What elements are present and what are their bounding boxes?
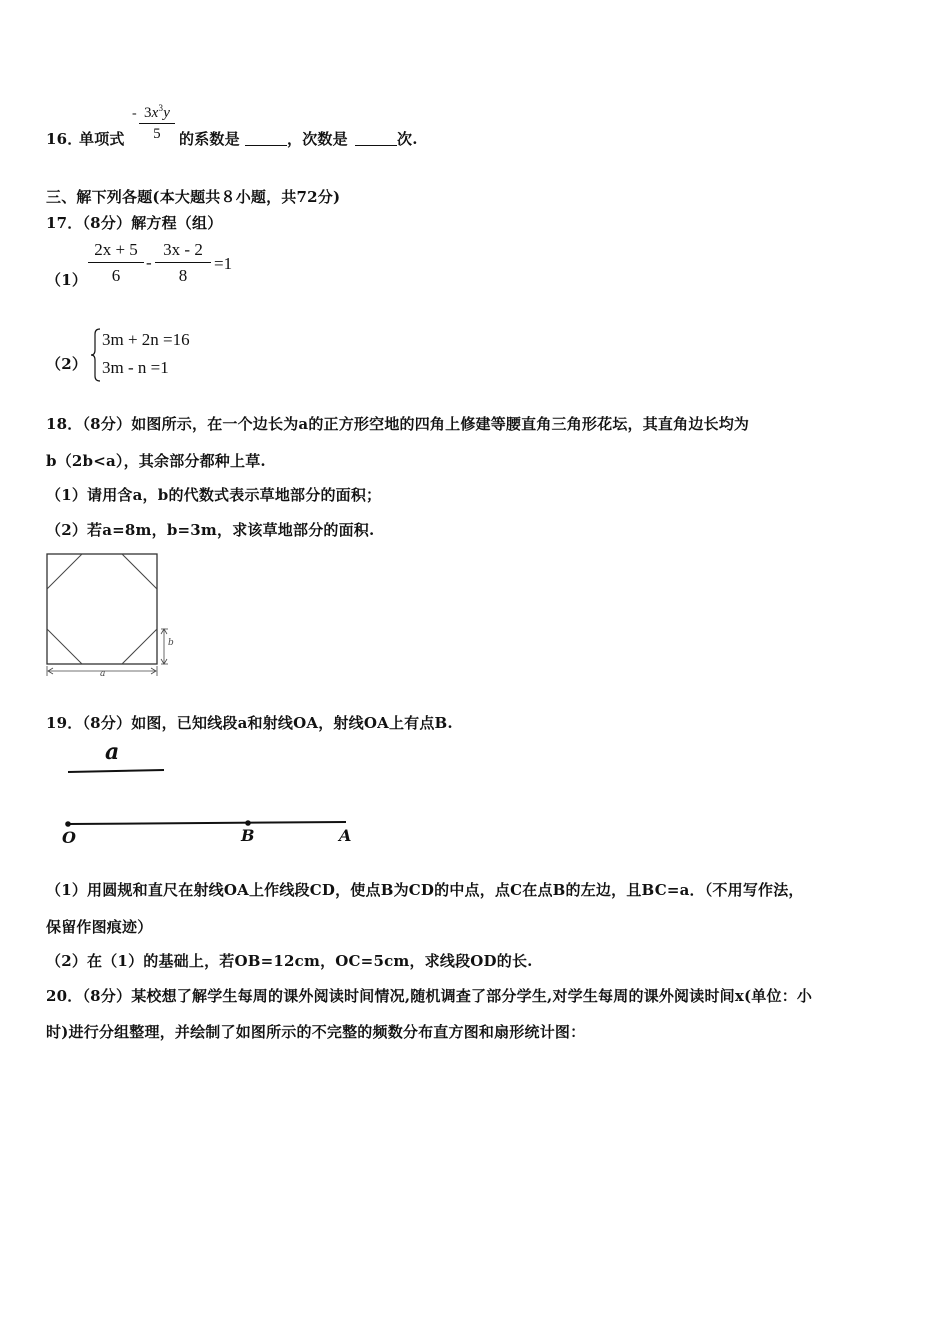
- left-brace-icon: [90, 328, 102, 382]
- q16-number: 16．: [46, 130, 83, 148]
- q19-label-o: O: [62, 828, 76, 847]
- q17-part1-label: （1）: [46, 271, 88, 289]
- q16-denominator: 5: [153, 126, 161, 142]
- q19-label-A: A: [339, 826, 352, 845]
- q17-minus: -: [146, 253, 152, 272]
- q16-fraction: [139, 103, 175, 143]
- segment-ray-diagram: [56, 740, 366, 855]
- section-3-title: 三、解下列各题(本大题共８小题，共72分): [46, 188, 341, 206]
- square-garden-diagram: [44, 552, 184, 682]
- q19-figure: [56, 740, 366, 855]
- q18-figure: [44, 552, 184, 682]
- q19-label-b: B: [241, 826, 255, 845]
- q16-blank-2: [355, 144, 397, 146]
- q19-label-a: a: [105, 739, 120, 765]
- q16-blank-1: [245, 144, 287, 146]
- q16-numerator: $3x^3y$: [139, 103, 175, 124]
- q17-equation-2: 3m - n =1: [102, 358, 169, 377]
- q17-fraction-1-numerator: 2x + 5: [88, 240, 144, 263]
- q19-sub-1-line-1: （1）用圆规和直尺在射线OA上作线段CD，使点B为CD的中点，点C在点B的左边，且BC=a．（不用写作法，: [46, 881, 804, 899]
- q17-header: 17．（8分）解方程（组）: [46, 214, 223, 232]
- q18-line-2: b（2b<a），其余部分都种上草.: [46, 452, 266, 470]
- q16-minus: -: [132, 106, 137, 121]
- q17-brace: [90, 328, 102, 386]
- q17-fraction-2: [155, 240, 211, 286]
- q18-sub-1: （1）请用含a，b的代数式表示草地部分的面积；: [46, 486, 382, 504]
- q17-fraction-2-denominator: 8: [178, 266, 188, 285]
- q19-sub-1-line-2: 保留作图痕迹）: [46, 918, 153, 936]
- q17-equation-1: 3m + 2n =16: [102, 330, 190, 349]
- q18-figure-label-a: a: [100, 669, 106, 679]
- q16-text-c: 次.: [397, 130, 418, 148]
- q17-part2-label: （2）: [46, 355, 88, 373]
- q19-sub-2: （2）在（1）的基础上，若OB=12cm，OC=5cm，求线段OD的长.: [46, 952, 533, 970]
- q16-label: 单项式: [79, 130, 125, 148]
- q20-line-1: 20．（8分）某校想了解学生每周的课外阅读时间情况,随机调查了部分学生,对学生每周的课外阅读时间x(单位：小: [46, 987, 813, 1005]
- q18-line-1: 18．（8分）如图所示，在一个边长为a的正方形空地的四角上修建等腰直角三角形花坛，其直角边长均为: [46, 415, 750, 433]
- q17-fraction-1: [88, 240, 144, 286]
- q16-text-b: ，次数是: [287, 130, 348, 148]
- q18-sub-2: （2）若a=8m，b=3m，求该草地部分的面积.: [46, 521, 375, 539]
- q16-text-a: 的系数是: [179, 130, 240, 148]
- q17-fraction-2-numerator: 3x - 2: [155, 240, 211, 263]
- q17-part1: [46, 240, 346, 296]
- q17-rhs: =1: [214, 254, 233, 273]
- q19-line-1: 19．（8分）如图，已知线段a和射线OA，射线OA上有点B.: [46, 714, 453, 732]
- q17-fraction-1-denominator: 6: [111, 266, 121, 285]
- q20-line-2: 时)进行分组整理，并绘制了如图所示的不完整的频数分布直方图和扇形统计图：: [46, 1023, 586, 1041]
- q18-figure-label-b: b: [168, 638, 174, 648]
- q17-part2: [46, 326, 346, 382]
